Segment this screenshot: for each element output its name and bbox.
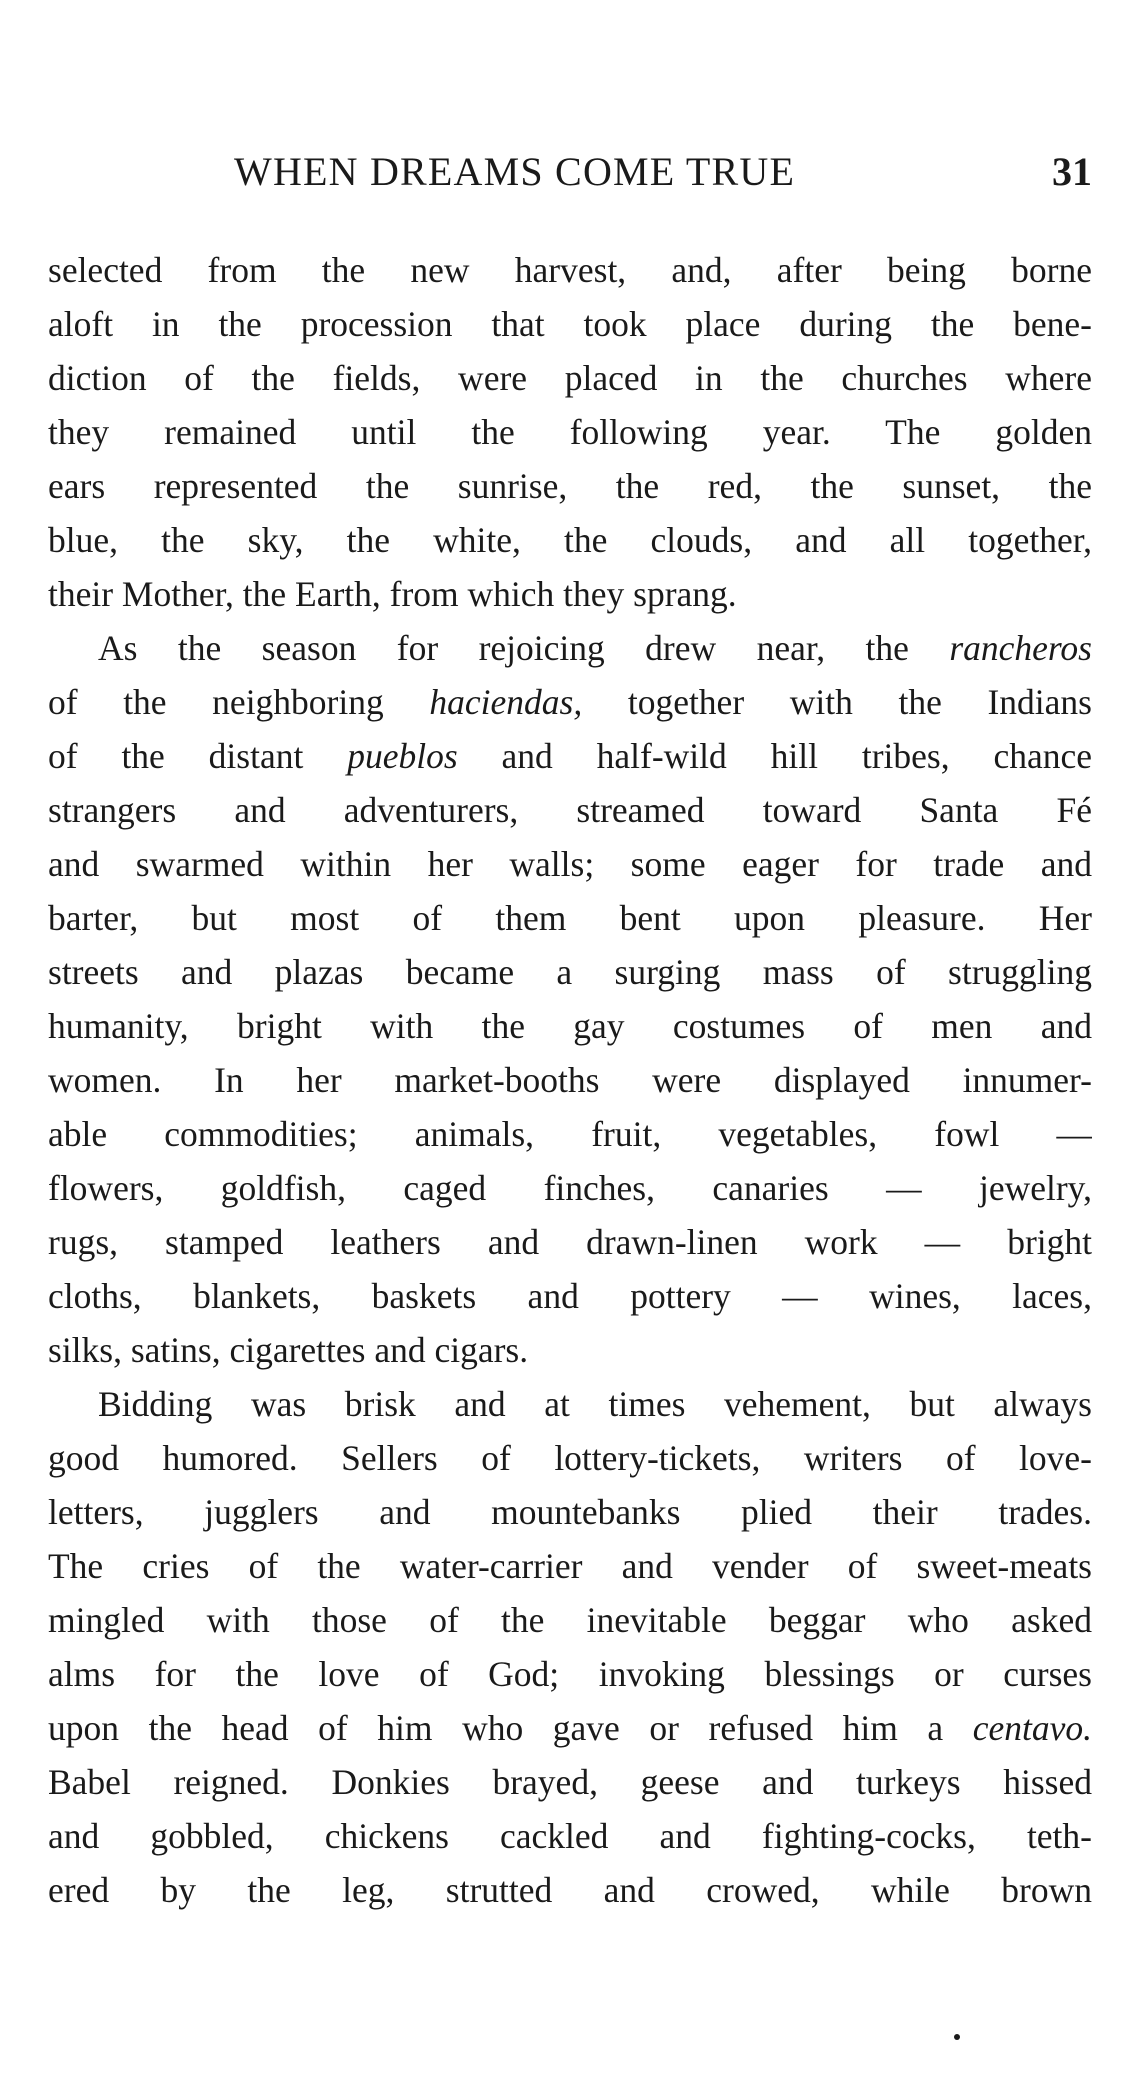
text-line: ears represented the sunrise, the red, the sunset, the	[48, 466, 1092, 506]
paragraph	[48, 621, 1092, 1377]
text-run: of the distant	[48, 736, 348, 776]
body-text	[48, 243, 1092, 1917]
paragraph	[48, 1377, 1092, 1917]
text-run: and half-wild hill tribes, chance	[457, 736, 1092, 776]
italic-term: centavo.	[972, 1708, 1092, 1748]
text-line: alms for the love of God; invoking blessings or curses	[48, 1654, 1092, 1694]
text-line: mingled with those of the inevitable beggar who asked	[48, 1600, 1092, 1640]
text-run: upon the head of him who gave or refused him a	[48, 1708, 973, 1748]
text-line	[48, 675, 1092, 729]
text-line: flowers, goldfish, caged finches, canaries — jewelry,	[48, 1168, 1092, 1208]
paragraph	[48, 243, 1092, 621]
text-line	[48, 729, 1092, 783]
italic-term: rancheros	[949, 628, 1092, 668]
text-run: of the neighboring	[48, 682, 430, 722]
text-line: and swarmed within her walls; some eager for trade and	[48, 844, 1092, 884]
text-line: letters, jugglers and mountebanks plied their trades.	[48, 1492, 1092, 1532]
text-line: diction of the fields, were placed in the churches where	[48, 358, 1092, 398]
text-line: blue, the sky, the white, the clouds, and all together,	[48, 520, 1092, 560]
text-line: able commodities; animals, fruit, vegetables, fowl —	[48, 1114, 1092, 1154]
italic-term: haciendas,	[429, 682, 583, 722]
text-line: aloft in the procession that took place during the bene-	[48, 304, 1092, 344]
text-line: strangers and adventurers, streamed toward Santa Fé	[48, 790, 1092, 830]
text-line: women. In her market-booths were displayed innumer-	[48, 1060, 1092, 1100]
text-line: streets and plazas became a surging mass of struggling	[48, 952, 1092, 992]
running-head	[48, 148, 1092, 198]
text-line: The cries of the water-carrier and vender of sweet-meats	[48, 1546, 1092, 1586]
italic-term: pueblos	[347, 736, 458, 776]
text-line	[48, 1701, 1092, 1755]
text-line: and gobbled, chickens cackled and fighting-cocks, teth-	[48, 1816, 1092, 1856]
text-line: Babel reigned. Donkies brayed, geese and turkeys hissed	[48, 1762, 1092, 1802]
text-line: rugs, stamped leathers and drawn-linen work — bright	[48, 1222, 1092, 1262]
running-title: WHEN DREAMS COME TRUE	[234, 149, 796, 194]
text-line	[48, 621, 1092, 675]
text-line: cloths, blankets, baskets and pottery — wines, laces,	[48, 1276, 1092, 1316]
text-line: barter, but most of them bent upon pleasure. Her	[48, 898, 1092, 938]
text-run: As the season for rejoicing drew near, the	[98, 628, 950, 668]
book-page	[48, 0, 1092, 2093]
text-line: ered by the leg, strutted and crowed, while brown	[48, 1870, 1092, 1910]
text-line: they remained until the following year. The golden	[48, 412, 1092, 452]
page-number: 31	[1052, 149, 1092, 194]
text-line: good humored. Sellers of lottery-tickets, writers of love-	[48, 1438, 1092, 1478]
text-line: Bidding was brisk and at times vehement, but always	[98, 1384, 1092, 1424]
text-run: together with the Indians	[582, 682, 1092, 722]
print-speck	[954, 2034, 960, 2040]
text-line: humanity, bright with the gay costumes of men and	[48, 1006, 1092, 1046]
text-line: selected from the new harvest, and, after being borne	[48, 250, 1092, 290]
text-line: silks, satins, cigarettes and cigars.	[48, 1330, 529, 1370]
text-line: their Mother, the Earth, from which they sprang.	[48, 574, 737, 614]
